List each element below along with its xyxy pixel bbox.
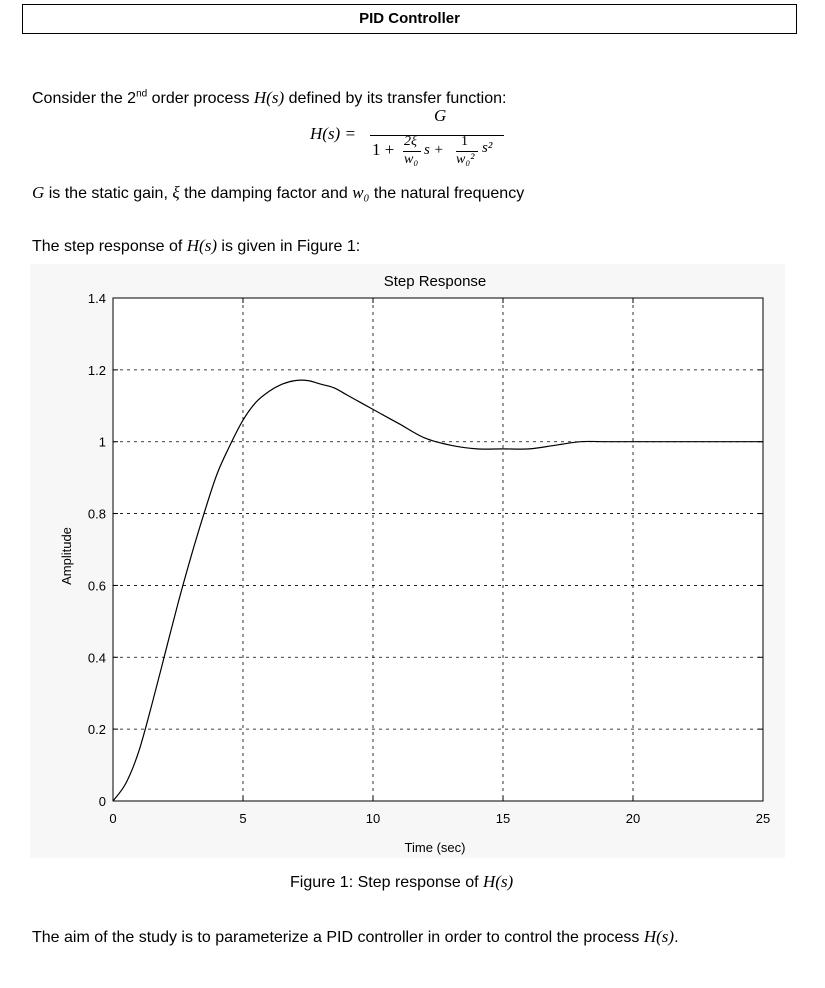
- y-tick-label: 0.6: [87, 578, 106, 594]
- def-text-1: is the static gain,: [44, 185, 173, 202]
- function-symbol: H(s): [253, 88, 285, 107]
- symbol-xi: ξ: [172, 183, 180, 202]
- x-tick-label: 10: [365, 811, 381, 826]
- den-one: 1 +: [372, 140, 395, 159]
- y-tick-label: 1: [98, 434, 106, 450]
- formula-numerator: G: [434, 106, 447, 125]
- den-term2-den: w₀²: [456, 152, 475, 167]
- symbol-g: G: [32, 183, 45, 202]
- function-symbol: H(s): [483, 872, 514, 891]
- function-symbol: H(s): [186, 236, 217, 255]
- x-tick-label: 5: [239, 811, 247, 826]
- aim-text: The aim of the study is to parameterize a PID controller in order to control the process: [32, 929, 644, 946]
- den-term2-var: s²: [482, 140, 493, 156]
- den-term1-var: s +: [424, 142, 444, 158]
- function-symbol: H(s): [643, 927, 675, 946]
- ordinal-suffix: nd: [136, 88, 148, 100]
- def-text-3: the natural frequency: [369, 185, 525, 202]
- figure-caption: [290, 872, 513, 892]
- x-axis-label: Time (sec): [404, 840, 466, 855]
- y-tick-label: 0: [98, 794, 106, 809]
- document-title: PID Controller: [22, 4, 797, 34]
- formula-lhs: H(s) =: [310, 124, 356, 143]
- x-tick-label: 0: [109, 811, 117, 826]
- plot-background: [113, 298, 763, 801]
- def-text-2: the damping factor and: [179, 185, 353, 202]
- x-tick-label: 25: [755, 811, 771, 826]
- x-tick-label: 20: [625, 811, 641, 826]
- den-term1-num: 2ξ: [404, 134, 417, 149]
- y-axis-label: Amplitude: [59, 527, 74, 585]
- x-tick-label: 15: [495, 811, 511, 826]
- den-term2-num: 1: [461, 134, 468, 149]
- aim-paragraph: [32, 927, 679, 947]
- y-tick-label: 0.2: [87, 722, 106, 738]
- aim-text-end: .: [674, 929, 679, 946]
- y-tick-label: 0.4: [87, 650, 106, 666]
- step-intro-text: The step response of: [32, 238, 187, 255]
- den-term1-den: w₀: [404, 152, 419, 167]
- intro-text: Consider the 2: [32, 90, 137, 107]
- y-tick-label: 1.4: [87, 291, 106, 306]
- caption-text: Figure 1: Step response of: [290, 874, 483, 891]
- symbol-w0: w₀: [352, 183, 370, 202]
- intro-text-end: defined by its transfer function:: [284, 90, 507, 107]
- step-intro-text-end: is given in Figure 1:: [216, 238, 361, 255]
- chart-title: Step Response: [383, 273, 487, 290]
- intro-text-cont: order process: [147, 90, 254, 107]
- y-tick-label: 1.2: [87, 362, 106, 378]
- chart-grid: [113, 298, 763, 801]
- y-tick-label: 0.8: [87, 506, 106, 522]
